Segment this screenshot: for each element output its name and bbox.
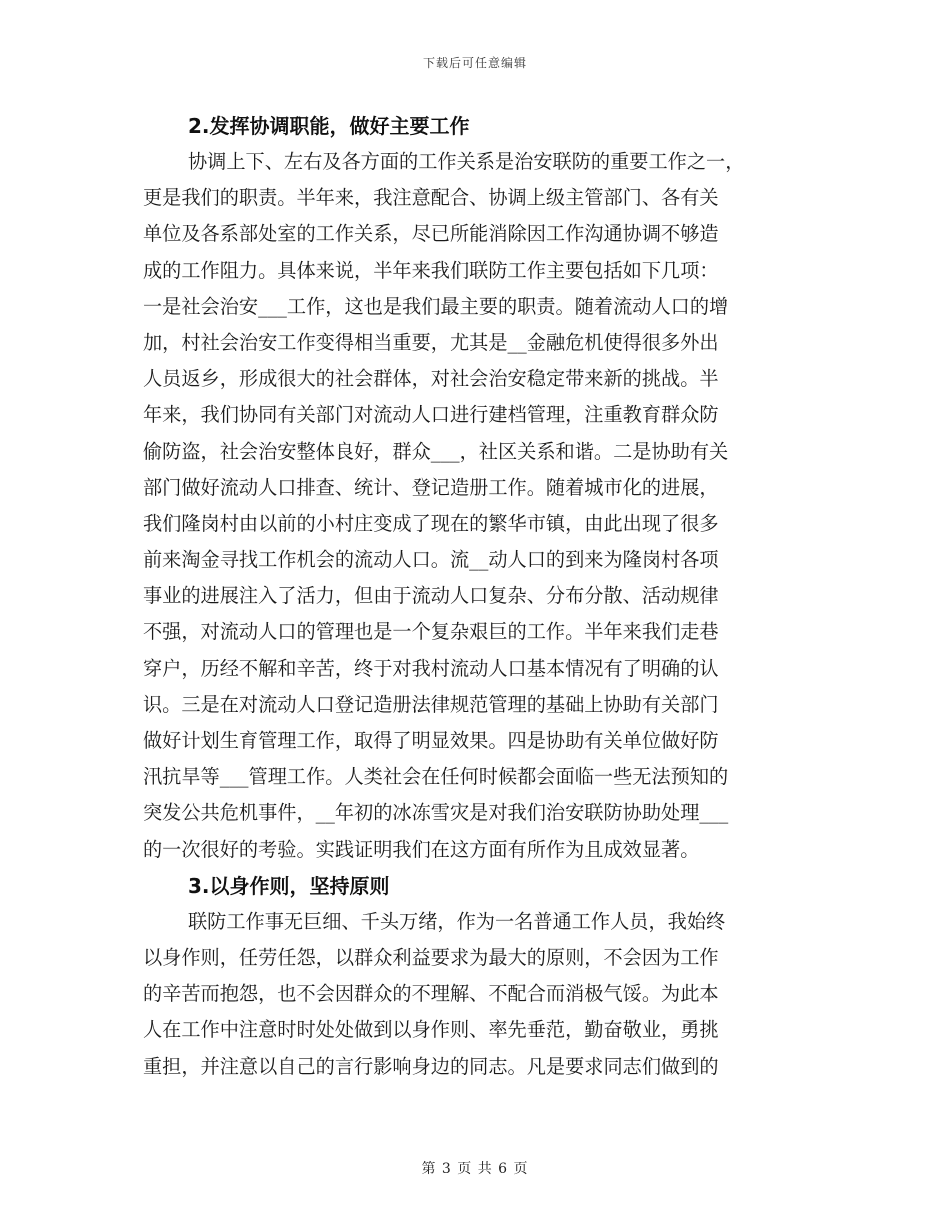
paragraph-line: 以身作则，任劳任怨，以群众利益要求为最大的原则，不会因为工作 xyxy=(143,945,719,969)
paragraph-line: 加，村社会治安工作变得相当重要，尤其是__金融危机使得很多外出 xyxy=(143,330,719,354)
paragraph-line: 年来，我们协同有关部门对流动人口进行建档管理，注重教育群众防 xyxy=(143,403,719,427)
paragraph-line: 一是社会治安___工作，这也是我们最主要的职责。随着流动人口的增 xyxy=(143,294,729,318)
paragraph-line: 做好计划生育管理工作，取得了明显效果。四是协助有关单位做好防 xyxy=(143,729,719,752)
paragraph-line: 偷防盗，社会治安整体良好，群众___，社区关系和谐。二是协助有关 xyxy=(143,439,729,463)
page-header: 下载后可任意编辑 xyxy=(422,56,527,70)
document-body xyxy=(143,108,807,1085)
paragraph-line: 人员返乡，形成很大的社会群体，对社会治安稳定带来新的挑战。半 xyxy=(143,367,719,391)
paragraph-line: 的一次很好的考验。实践证明我们在这方面有所作为且成效显著。 xyxy=(143,837,700,861)
paragraph-line: 人在工作中注意时时处处做到以身作则、率先垂范，勤奋敬业，勇挑 xyxy=(143,1018,719,1042)
section-2-paragraph xyxy=(143,144,807,868)
paragraph-line: 汛抗旱等___管理工作。人类社会在任何时候都会面临一些无法预知的 xyxy=(143,765,729,789)
paragraph-line: 单位及各系部处室的工作关系，尽已所能消除因工作沟通协调不够造 xyxy=(143,222,719,246)
paragraph-line: 协调上下、左右及各方面的工作关系是治安联防的重要工作之一， xyxy=(188,150,745,173)
paragraph-line: 突发公共危机事件，__年初的冰冻雪灾是对我们治安联防协助处理___ xyxy=(143,801,729,825)
paragraph-line: 成的工作阻力。具体来说，半年来我们联防工作主要包括如下几项： xyxy=(143,258,719,282)
section-3-paragraph xyxy=(143,904,807,1085)
section-2-heading: 2.发挥协调职能，做好主要工作 xyxy=(188,114,470,138)
paragraph-line: 穿户，历经不解和辛苦，终于对我村流动人口基本情况有了明确的认 xyxy=(143,656,719,680)
paragraph-line: 事业的进展注入了活力，但由于流动人口复杂、分布分散、活动规律 xyxy=(143,584,719,608)
section-3-heading: 3.以身作则，坚持原则 xyxy=(188,873,390,898)
paragraph-line: 重担，并注意以自己的言行影响身边的同志。凡是要求同志们做到的 xyxy=(143,1054,719,1078)
paragraph-line: 部门做好流动人口排查、统计、登记造册工作。随着城市化的进展， xyxy=(143,475,719,499)
paragraph-line: 更是我们的职责。半年来，我注意配合、协调上级主管部门、各有关 xyxy=(143,186,719,210)
paragraph-line: 前来淘金寻找工作机会的流动人口。流__动人口的到来为隆岗村各项 xyxy=(143,548,719,572)
paragraph-line: 我们隆岗村由以前的小村庄变成了现在的繁华市镇，由此出现了很多 xyxy=(143,511,719,535)
paragraph-line: 的辛苦而抱怨，也不会因群众的不理解、不配合而消极气馁。为此本 xyxy=(143,982,719,1006)
page-number-footer: 第 3 页 共 6 页 xyxy=(421,1161,529,1177)
paragraph-line: 识。三是在对流动人口登记造册法律规范管理的基础上协助有关部门 xyxy=(143,692,719,716)
paragraph-line: 联防工作事无巨细、千头万绪，作为一名普通工作人员，我始终 xyxy=(188,909,726,933)
paragraph-line: 不强，对流动人口的管理也是一个复杂艰巨的工作。半年来我们走巷 xyxy=(143,620,719,644)
